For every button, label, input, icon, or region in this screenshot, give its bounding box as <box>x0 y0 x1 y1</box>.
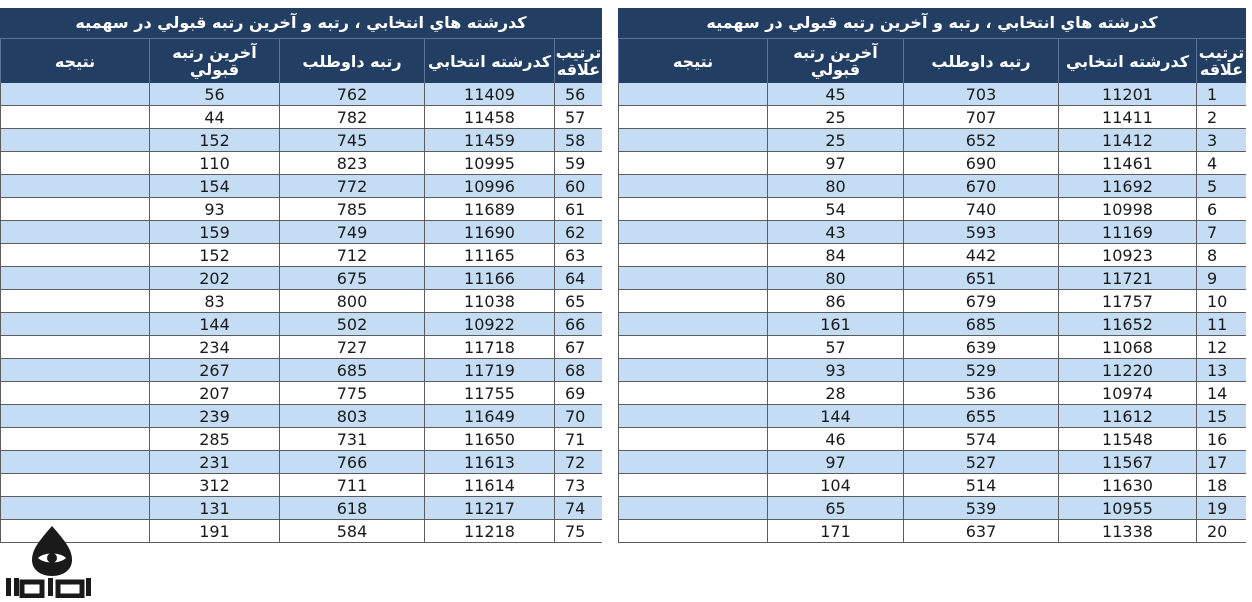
cell-result <box>618 290 767 312</box>
cell-code: 11218 <box>424 520 554 542</box>
table-row <box>618 474 1246 497</box>
cell-code: 10995 <box>424 152 554 174</box>
cell-candidate-rank: 712 <box>279 244 424 266</box>
cell-candidate-rank: 690 <box>903 152 1058 174</box>
table-row <box>618 405 1246 428</box>
cell-result <box>618 313 767 335</box>
cell-last-rank: 25 <box>767 129 903 151</box>
cell-code: 11721 <box>1058 267 1196 289</box>
cell-candidate-rank: 584 <box>279 520 424 542</box>
table-header-row <box>618 38 1246 83</box>
cell-rank: 8 <box>1196 244 1246 266</box>
cell-code: 11166 <box>424 267 554 289</box>
cell-code: 11718 <box>424 336 554 358</box>
cell-rank: 3 <box>1196 129 1246 151</box>
cell-candidate-rank: 800 <box>279 290 424 312</box>
cell-candidate-rank: 731 <box>279 428 424 450</box>
cell-candidate-rank: 707 <box>903 106 1058 128</box>
cell-candidate-rank: 637 <box>903 520 1058 542</box>
cell-candidate-rank: 685 <box>903 313 1058 335</box>
cell-code: 11412 <box>1058 129 1196 151</box>
cell-rank: 72 <box>554 451 602 473</box>
cell-last-rank: 131 <box>149 497 279 519</box>
cell-result <box>0 451 149 473</box>
cell-result <box>618 336 767 358</box>
cell-rank: 70 <box>554 405 602 427</box>
cell-result <box>618 428 767 450</box>
cell-last-rank: 231 <box>149 451 279 473</box>
table-row <box>0 336 602 359</box>
cell-result <box>0 474 149 496</box>
cell-last-rank: 44 <box>149 106 279 128</box>
header-rank: ترتيب علاقه <box>554 39 602 83</box>
cell-code: 11719 <box>424 359 554 381</box>
table-row <box>0 175 602 198</box>
cell-rank: 15 <box>1196 405 1246 427</box>
cell-result <box>618 129 767 151</box>
table-row <box>618 175 1246 198</box>
table-row <box>0 405 602 428</box>
cell-rank: 9 <box>1196 267 1246 289</box>
cell-code: 11548 <box>1058 428 1196 450</box>
cell-result <box>618 474 767 496</box>
cell-result <box>0 221 149 243</box>
cell-code: 11165 <box>424 244 554 266</box>
cell-result <box>0 428 149 450</box>
cell-candidate-rank: 823 <box>279 152 424 174</box>
cell-result <box>618 175 767 197</box>
cell-rank: 57 <box>554 106 602 128</box>
cell-rank: 6 <box>1196 198 1246 220</box>
table-row <box>0 129 602 152</box>
table-row <box>0 313 602 336</box>
cell-rank: 14 <box>1196 382 1246 404</box>
cell-last-rank: 267 <box>149 359 279 381</box>
table-row <box>0 267 602 290</box>
table-row <box>618 152 1246 175</box>
cell-rank: 17 <box>1196 451 1246 473</box>
table-row <box>618 198 1246 221</box>
cell-last-rank: 97 <box>767 152 903 174</box>
cell-candidate-rank: 652 <box>903 129 1058 151</box>
table-row <box>0 244 602 267</box>
cell-code: 10922 <box>424 313 554 335</box>
cell-result <box>0 336 149 358</box>
cell-result <box>618 152 767 174</box>
cell-code: 11068 <box>1058 336 1196 358</box>
cell-rank: 19 <box>1196 497 1246 519</box>
cell-code: 10974 <box>1058 382 1196 404</box>
cell-last-rank: 144 <box>149 313 279 335</box>
cell-rank: 11 <box>1196 313 1246 335</box>
cell-code: 11614 <box>424 474 554 496</box>
cell-rank: 61 <box>554 198 602 220</box>
cell-rank: 64 <box>554 267 602 289</box>
cell-result <box>618 497 767 519</box>
cell-code: 11757 <box>1058 290 1196 312</box>
cell-last-rank: 159 <box>149 221 279 243</box>
cell-last-rank: 54 <box>767 198 903 220</box>
cell-candidate-rank: 639 <box>903 336 1058 358</box>
cell-last-rank: 97 <box>767 451 903 473</box>
cell-last-rank: 207 <box>149 382 279 404</box>
table-title: کدرشته هاي انتخابي ، رتبه و آخرين رتبه قبولي در سهميه <box>618 8 1246 38</box>
table-row <box>618 267 1246 290</box>
cell-result <box>0 497 149 519</box>
cell-result <box>618 359 767 381</box>
cell-result <box>618 451 767 473</box>
cell-last-rank: 161 <box>767 313 903 335</box>
cell-candidate-rank: 740 <box>903 198 1058 220</box>
table-row <box>618 520 1246 543</box>
cell-candidate-rank: 670 <box>903 175 1058 197</box>
cell-code: 10923 <box>1058 244 1196 266</box>
cell-last-rank: 83 <box>149 290 279 312</box>
cell-rank: 10 <box>1196 290 1246 312</box>
cell-code: 10955 <box>1058 497 1196 519</box>
cell-last-rank: 43 <box>767 221 903 243</box>
cell-candidate-rank: 772 <box>279 175 424 197</box>
cell-candidate-rank: 655 <box>903 405 1058 427</box>
cell-last-rank: 65 <box>767 497 903 519</box>
cell-result <box>618 267 767 289</box>
cell-rank: 65 <box>554 290 602 312</box>
cell-candidate-rank: 651 <box>903 267 1058 289</box>
cell-last-rank: 191 <box>149 520 279 542</box>
cell-rank: 68 <box>554 359 602 381</box>
cell-result <box>618 106 767 128</box>
cell-last-rank: 234 <box>149 336 279 358</box>
cell-code: 11690 <box>424 221 554 243</box>
cell-candidate-rank: 775 <box>279 382 424 404</box>
table-row <box>0 290 602 313</box>
cell-last-rank: 110 <box>149 152 279 174</box>
cell-result <box>618 221 767 243</box>
cell-candidate-rank: 527 <box>903 451 1058 473</box>
cell-last-rank: 80 <box>767 267 903 289</box>
cell-result <box>0 175 149 197</box>
cell-last-rank: 152 <box>149 244 279 266</box>
cell-result <box>0 198 149 220</box>
cell-candidate-rank: 685 <box>279 359 424 381</box>
cell-last-rank: 285 <box>149 428 279 450</box>
cell-result <box>0 267 149 289</box>
cell-last-rank: 154 <box>149 175 279 197</box>
table-row <box>0 428 602 451</box>
table-row <box>618 106 1246 129</box>
eye-drop-logo-icon <box>2 524 102 598</box>
header-code: کدرشته انتخابي <box>1058 39 1196 83</box>
cell-rank: 7 <box>1196 221 1246 243</box>
cell-last-rank: 93 <box>149 198 279 220</box>
table-row <box>618 83 1246 106</box>
cell-result <box>618 83 767 105</box>
cell-last-rank: 93 <box>767 359 903 381</box>
cell-candidate-rank: 703 <box>903 83 1058 105</box>
cell-result <box>618 382 767 404</box>
header-result: نتيجه <box>618 39 767 83</box>
cell-rank: 13 <box>1196 359 1246 381</box>
table-body <box>618 83 1246 543</box>
table-row <box>0 382 602 405</box>
cell-rank: 74 <box>554 497 602 519</box>
cell-code: 11567 <box>1058 451 1196 473</box>
cell-rank: 20 <box>1196 520 1246 542</box>
table-row <box>618 382 1246 405</box>
header-candidate-rank: رتبه داوطلب <box>903 39 1058 83</box>
cell-candidate-rank: 762 <box>279 83 424 105</box>
table-row <box>0 451 602 474</box>
table-row <box>0 106 602 129</box>
cell-code: 11409 <box>424 83 554 105</box>
cell-candidate-rank: 539 <box>903 497 1058 519</box>
cell-rank: 59 <box>554 152 602 174</box>
cell-rank: 62 <box>554 221 602 243</box>
cell-candidate-rank: 618 <box>279 497 424 519</box>
cell-result <box>0 290 149 312</box>
cell-candidate-rank: 803 <box>279 405 424 427</box>
table-row <box>0 83 602 106</box>
cell-result <box>0 382 149 404</box>
cell-rank: 5 <box>1196 175 1246 197</box>
cell-last-rank: 56 <box>149 83 279 105</box>
table-row <box>618 497 1246 520</box>
cell-rank: 63 <box>554 244 602 266</box>
cell-code: 11612 <box>1058 405 1196 427</box>
cell-rank: 73 <box>554 474 602 496</box>
header-last-rank: آخرين رتبه قبولي <box>767 39 903 83</box>
table-row <box>618 313 1246 336</box>
cell-rank: 16 <box>1196 428 1246 450</box>
cell-candidate-rank: 574 <box>903 428 1058 450</box>
cell-candidate-rank: 679 <box>903 290 1058 312</box>
cell-result <box>618 405 767 427</box>
table-row <box>618 290 1246 313</box>
cell-code: 11458 <box>424 106 554 128</box>
cell-last-rank: 28 <box>767 382 903 404</box>
table-body <box>0 83 602 543</box>
cell-result <box>0 244 149 266</box>
cell-candidate-rank: 727 <box>279 336 424 358</box>
cell-code: 11650 <box>424 428 554 450</box>
table-row <box>618 221 1246 244</box>
table-header-row <box>0 38 602 83</box>
table-row <box>618 451 1246 474</box>
cell-code: 11217 <box>424 497 554 519</box>
cell-rank: 58 <box>554 129 602 151</box>
cell-candidate-rank: 442 <box>903 244 1058 266</box>
cell-code: 11692 <box>1058 175 1196 197</box>
cell-code: 11411 <box>1058 106 1196 128</box>
table-row <box>0 474 602 497</box>
cell-result <box>0 405 149 427</box>
cell-result <box>618 244 767 266</box>
cell-rank: 12 <box>1196 336 1246 358</box>
header-last-rank: آخرين رتبه قبولي <box>149 39 279 83</box>
cell-last-rank: 46 <box>767 428 903 450</box>
table-row <box>618 244 1246 267</box>
cell-candidate-rank: 766 <box>279 451 424 473</box>
cell-last-rank: 45 <box>767 83 903 105</box>
cell-candidate-rank: 745 <box>279 129 424 151</box>
cell-candidate-rank: 502 <box>279 313 424 335</box>
cell-result <box>0 359 149 381</box>
cell-code: 11461 <box>1058 152 1196 174</box>
cell-candidate-rank: 785 <box>279 198 424 220</box>
cell-last-rank: 152 <box>149 129 279 151</box>
cell-result <box>0 83 149 105</box>
cell-rank: 75 <box>554 520 602 542</box>
cell-rank: 4 <box>1196 152 1246 174</box>
cell-code: 11755 <box>424 382 554 404</box>
cell-code: 11459 <box>424 129 554 151</box>
cell-rank: 1 <box>1196 83 1246 105</box>
cell-candidate-rank: 536 <box>903 382 1058 404</box>
cell-last-rank: 84 <box>767 244 903 266</box>
right-table-panel <box>618 8 1246 543</box>
left-table-panel <box>0 8 602 543</box>
cell-rank: 69 <box>554 382 602 404</box>
cell-candidate-rank: 593 <box>903 221 1058 243</box>
cell-last-rank: 312 <box>149 474 279 496</box>
cell-candidate-rank: 749 <box>279 221 424 243</box>
cell-candidate-rank: 711 <box>279 474 424 496</box>
cell-code: 11689 <box>424 198 554 220</box>
cell-candidate-rank: 782 <box>279 106 424 128</box>
cell-rank: 2 <box>1196 106 1246 128</box>
cell-code: 11630 <box>1058 474 1196 496</box>
cell-result <box>0 152 149 174</box>
table-row <box>618 336 1246 359</box>
table-row <box>0 359 602 382</box>
header-code: کدرشته انتخابي <box>424 39 554 83</box>
cell-code: 10996 <box>424 175 554 197</box>
cell-last-rank: 202 <box>149 267 279 289</box>
cell-rank: 56 <box>554 83 602 105</box>
cell-code: 11649 <box>424 405 554 427</box>
cell-last-rank: 239 <box>149 405 279 427</box>
cell-code: 11201 <box>1058 83 1196 105</box>
cell-code: 11338 <box>1058 520 1196 542</box>
cell-code: 11220 <box>1058 359 1196 381</box>
cell-code: 11169 <box>1058 221 1196 243</box>
table-row <box>0 497 602 520</box>
cell-code: 11613 <box>424 451 554 473</box>
table-row <box>0 221 602 244</box>
cell-candidate-rank: 514 <box>903 474 1058 496</box>
cell-candidate-rank: 529 <box>903 359 1058 381</box>
cell-last-rank: 57 <box>767 336 903 358</box>
cell-last-rank: 25 <box>767 106 903 128</box>
cell-last-rank: 144 <box>767 405 903 427</box>
cell-result <box>618 520 767 542</box>
cell-code: 11038 <box>424 290 554 312</box>
table-row <box>0 152 602 175</box>
header-result: نتيجه <box>0 39 149 83</box>
cell-last-rank: 80 <box>767 175 903 197</box>
cell-result <box>618 198 767 220</box>
table-title: کدرشته هاي انتخابي ، رتبه و آخرين رتبه قبولي در سهميه <box>0 8 602 38</box>
cell-last-rank: 86 <box>767 290 903 312</box>
cell-rank: 71 <box>554 428 602 450</box>
table-row <box>618 359 1246 382</box>
cell-last-rank: 104 <box>767 474 903 496</box>
cell-rank: 66 <box>554 313 602 335</box>
cell-rank: 60 <box>554 175 602 197</box>
cell-rank: 67 <box>554 336 602 358</box>
cell-result <box>0 106 149 128</box>
header-rank: ترتيب علاقه <box>1196 39 1246 83</box>
table-row <box>618 129 1246 152</box>
header-candidate-rank: رتبه داوطلب <box>279 39 424 83</box>
table-row <box>0 198 602 221</box>
table-row <box>618 428 1246 451</box>
cell-candidate-rank: 675 <box>279 267 424 289</box>
cell-last-rank: 171 <box>767 520 903 542</box>
cell-code: 10998 <box>1058 198 1196 220</box>
cell-code: 11652 <box>1058 313 1196 335</box>
cell-result <box>0 129 149 151</box>
cell-result <box>0 313 149 335</box>
cell-rank: 18 <box>1196 474 1246 496</box>
